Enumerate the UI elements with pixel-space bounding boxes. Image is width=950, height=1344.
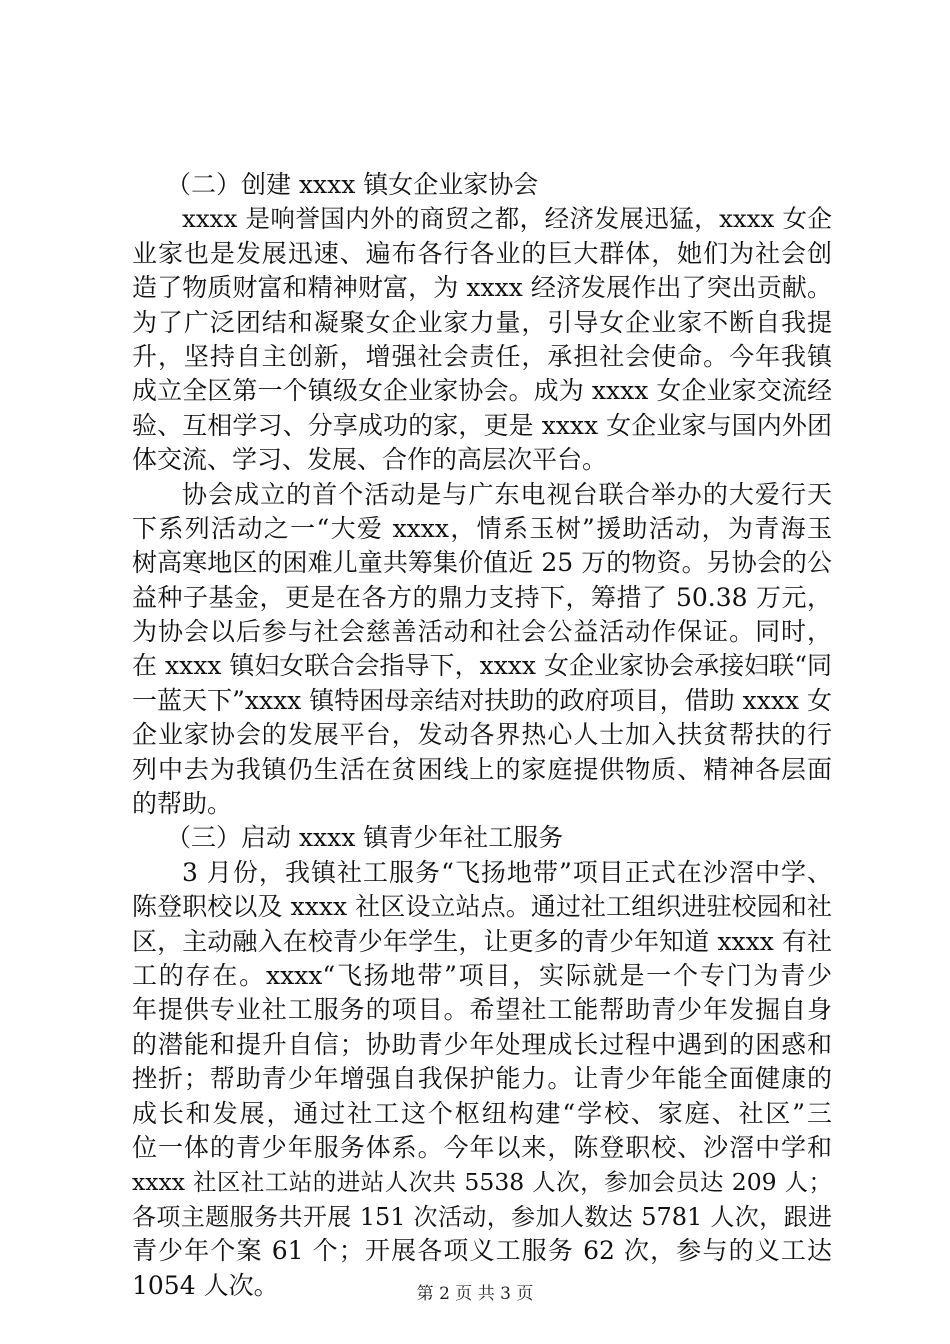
paragraph-line: 列中去为我镇仍生活在贫困线上的家庭提供物质、精神各层面 [132,754,832,784]
paragraph-line: 工的存在。xxxx“飞扬地带”项目，实际就是一个专门为青少 [132,960,832,990]
paragraph-line: 年提供专业社工服务的项目。希望社工能帮助青少年发掘自身 [132,995,832,1025]
paragraph-line: 业家也是发展迅速、遍布各行各业的巨大群体，她们为社会创 [132,238,832,268]
paragraph-line: 企业家协会的发展平台，发动各界热心人士加入扶贫帮扶的行 [132,720,832,750]
paragraph-line: 的潜能和提升自信；协助青少年处理成长过程中遇到的困惑和 [132,1029,832,1059]
paragraph-line: 体交流、学习、发展、合作的高层次平台。 [132,445,608,475]
paragraph-line: 一蓝天下”xxxx 镇特困母亲结对扶助的政府项目，借助 xxxx 女 [132,685,832,715]
paragraph-line: xxxx 社区社工站的进站人次共 5538 人次，参加会员达 209 人； [132,1168,832,1197]
paragraph-line: 区，主动融入在校青少年学生，让更多的青少年知道 xxxx 有社 [132,926,832,956]
document-body [132,168,832,1303]
section-heading-women-entrepreneurs: （二）创建 xxxx 镇女企业家协会 [166,170,539,199]
paragraph-line: 位一体的青少年服务体系。今年以来，陈登职校、沙滘中学和 [132,1132,832,1162]
paragraph-line: 在 xxxx 镇妇女联合会指导下，xxxx 女企业家协会承接妇联“同 [132,651,832,681]
page-number-footer: 第 2 页 共 3 页 [416,1284,534,1304]
paragraph-line: 为了广泛团结和凝聚女企业家力量，引导女企业家不断自我提 [132,307,832,337]
paragraph-line: 造了物质财富和精神财富，为 xxxx 经济发展作出了突出贡献。 [132,273,832,303]
section-heading-youth-social-work: （三）启动 xxxx 镇青少年社工服务 [166,823,564,853]
paragraph-line: 协会成立的首个活动是与广东电视台联合举办的大爱行天 [182,479,832,509]
paragraph-line: 下系列活动之一“大爱 xxxx，情系玉树”援助活动，为青海玉 [132,513,832,543]
paragraph-line: 为协会以后参与社会慈善活动和社会公益活动作保证。同时， [132,617,832,647]
paragraph-line: 的帮助。 [132,789,233,819]
paragraph-line: 1054 人次。 [132,1270,279,1300]
paragraph-line: 成长和发展，通过社工这个枢纽构建“学校、家庭、社区”三 [132,1098,832,1128]
paragraph-line: 树高寒地区的困难儿童共筹集价值近 25 万的物资。另协会的公 [132,548,832,578]
paragraph-line: 陈登职校以及 xxxx 社区设立站点。通过社工组织进驻校园和社 [132,892,832,922]
paragraph-line: 验、互相学习、分享成功的家，更是 xxxx 女企业家与国内外团 [132,410,832,440]
paragraph-line: 青少年个案 61 个；开展各项义工服务 62 次，参与的义工达 [132,1236,832,1266]
paragraph-line: 挫折；帮助青少年增强自我保护能力。让青少年能全面健康的 [132,1064,832,1094]
paragraph-line: 成立全区第一个镇级女企业家协会。成为 xxxx 女企业家交流经 [132,376,832,406]
paragraph-line: 3 月份，我镇社工服务“飞扬地带”项目正式在沙滘中学、 [182,857,832,887]
paragraph-line: xxxx 是响誉国内外的商贸之都，经济发展迅猛，xxxx 女企 [182,204,832,234]
paragraph-line: 升，坚持自主创新，增强社会责任，承担社会使命。今年我镇 [132,341,832,371]
paragraph-line: 益种子基金，更是在各方的鼎力支持下，筹措了 50.38 万元， [132,582,832,612]
paragraph-line: 各项主题服务共开展 151 次活动，参加人数达 5781 人次，跟进 [132,1202,832,1231]
